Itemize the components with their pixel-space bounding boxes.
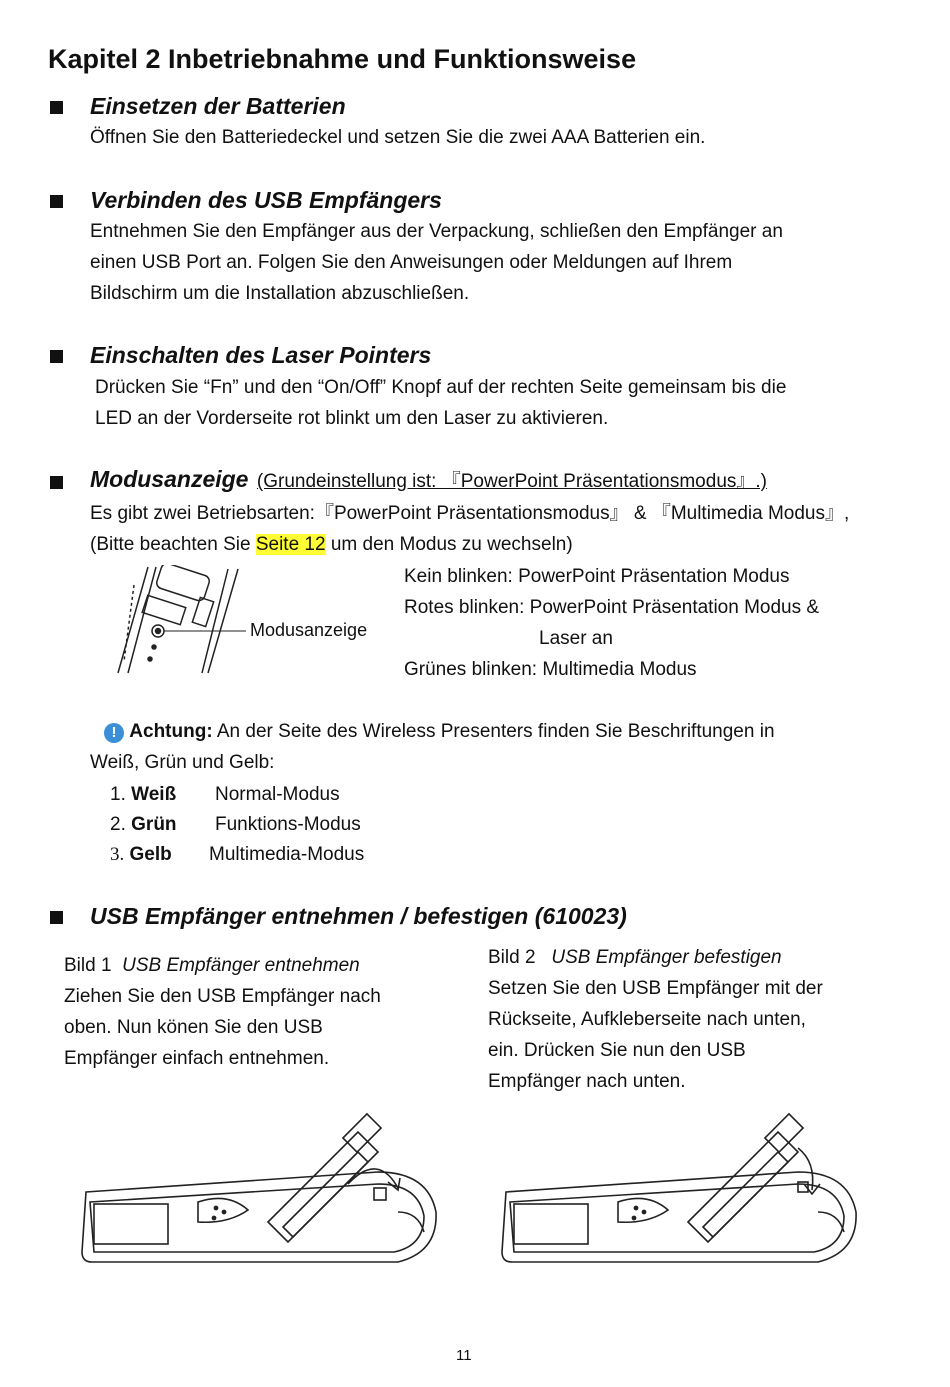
fig1-line1: Ziehen Sie den USB Empfänger nach bbox=[64, 986, 381, 1007]
fig2-line1: Setzen Sie den USB Empfänger mit der bbox=[488, 978, 823, 999]
section-text-batteries: Öffnen Sie den Batteriedeckel und setzen Sie die zwei AAA Batterien ein. bbox=[90, 127, 706, 148]
bullet-icon bbox=[50, 350, 63, 363]
item-color: Grün bbox=[131, 814, 177, 835]
bullet-icon bbox=[50, 911, 63, 924]
item-color: Weiß bbox=[131, 784, 177, 805]
section-heading-usb: Verbinden des USB Empfängers bbox=[90, 187, 442, 213]
bullet-icon bbox=[50, 476, 63, 489]
section-heading-batteries: Einsetzen der Batterien bbox=[90, 93, 346, 119]
fig1-caption bbox=[64, 950, 360, 981]
attention-item-1 bbox=[110, 779, 176, 810]
item-number: 1. bbox=[110, 784, 126, 805]
section-text-laser-line2: LED an der Vorderseite rot blinkt um den Laser zu aktivieren. bbox=[95, 408, 609, 429]
fig1-caption-title: USB Empfänger entnehmen bbox=[122, 955, 360, 976]
section-text-usb-line3: Bildschirm um die Installation abzuschließen. bbox=[90, 283, 470, 304]
attention-item-2 bbox=[110, 809, 177, 840]
fig1-line3: Empfänger einfach entnehmen. bbox=[64, 1048, 330, 1069]
item-number: 2. bbox=[110, 814, 126, 835]
warning-icon: ! bbox=[104, 723, 124, 743]
fig2-line4: Empfänger nach unten. bbox=[488, 1071, 686, 1092]
fig2-line2: Rückseite, Aufkleberseite nach unten, bbox=[488, 1009, 806, 1030]
device-mode-indicator-figure bbox=[108, 565, 248, 677]
usb-insert-illustration bbox=[498, 1112, 870, 1272]
attention-item-3-mode: Multimedia-Modus bbox=[209, 844, 365, 865]
section-text-laser-line1: Drücken Sie “Fn” und den “On/Off” Knopf auf der rechten Seite gemeinsam bis die bbox=[95, 377, 787, 398]
section-heading-laser: Einschalten des Laser Pointers bbox=[90, 342, 432, 368]
attention-item-1-mode: Normal-Modus bbox=[215, 784, 340, 805]
mode-state-2-cont: Laser an bbox=[539, 628, 613, 649]
fig1-caption-prefix: Bild 1 bbox=[64, 955, 112, 976]
attention-item-3 bbox=[110, 839, 172, 870]
mode-state-3: Grünes blinken: Multimedia Modus bbox=[404, 659, 697, 680]
fig1-line2: oben. Nun könen Sie den USB bbox=[64, 1017, 323, 1038]
attention-text-line2: Weiß, Grün und Gelb: bbox=[90, 752, 275, 773]
chapter-title: Kapitel 2 Inbetriebnahme und Funktionsweise bbox=[48, 44, 637, 74]
mode-note-prefix: (Bitte beachten Sie bbox=[90, 534, 256, 555]
attention-label: Achtung: bbox=[129, 721, 213, 742]
mode-indicator-label: Modusanzeige bbox=[250, 620, 368, 640]
section-text-usb-line1: Entnehmen Sie den Empfänger aus der Verpackung, schließen den Empfänger an bbox=[90, 221, 783, 242]
fig2-caption bbox=[488, 942, 782, 973]
section-heading-mode: Modusanzeige bbox=[90, 466, 249, 492]
bullet-icon bbox=[50, 101, 63, 114]
attention-line bbox=[104, 716, 775, 747]
page-number: 11 bbox=[456, 1347, 472, 1364]
mode-heading-row bbox=[90, 466, 767, 497]
page-reference-link[interactable]: Seite 12 bbox=[255, 534, 326, 555]
attention-text: An der Seite des Wireless Presenters finden Sie Beschriftungen in bbox=[212, 721, 775, 742]
fig2-caption-title: USB Empfänger befestigen bbox=[551, 947, 782, 968]
section-heading-usb-remove: USB Empfänger entnehmen / befestigen (610023) bbox=[90, 903, 627, 929]
section-text-usb-line2: einen USB Port an. Folgen Sie den Anweisungen oder Meldungen auf Ihrem bbox=[90, 252, 733, 273]
bullet-icon bbox=[50, 195, 63, 208]
fig2-caption-prefix: Bild 2 bbox=[488, 947, 536, 968]
mode-note-line bbox=[90, 529, 573, 560]
mode-state-2: Rotes blinken: PowerPoint Präsentation Modus & bbox=[404, 597, 820, 618]
mode-default-note: (Grundeinstellung ist: 『PowerPoint Präsentationsmodus』.) bbox=[256, 471, 767, 492]
fig2-line3: ein. Drücken Sie nun den USB bbox=[488, 1040, 746, 1061]
mode-modes-line: Es gibt zwei Betriebsarten:『PowerPoint Präsentationsmodus』 & 『Multimedia Modus』, bbox=[90, 503, 850, 524]
attention-item-2-mode: Funktions-Modus bbox=[215, 814, 361, 835]
mode-note-suffix: um den Modus zu wechseln) bbox=[325, 534, 573, 555]
mode-state-1: Kein blinken: PowerPoint Präsentation Modus bbox=[404, 566, 790, 587]
item-color: Gelb bbox=[129, 844, 172, 865]
usb-remove-illustration bbox=[78, 1112, 450, 1272]
item-number: 3. bbox=[110, 844, 125, 865]
